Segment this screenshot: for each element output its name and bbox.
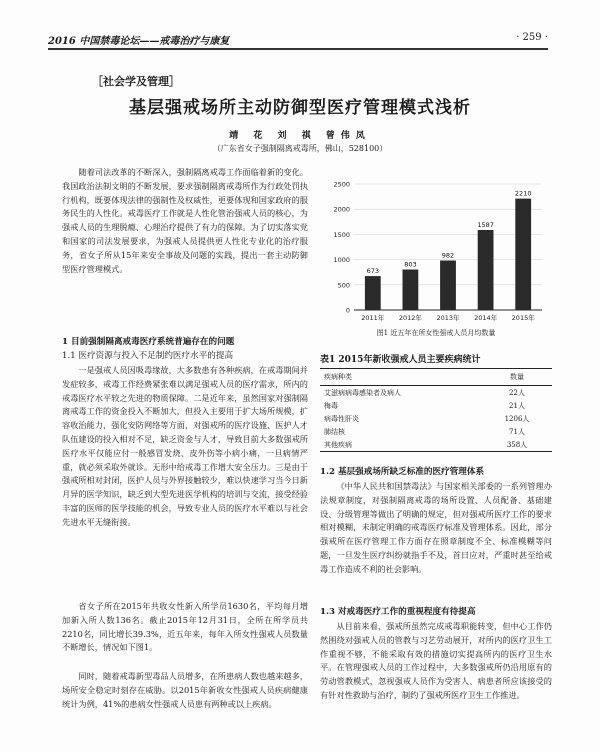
section-heading-1: 1 目前强制隔离戒毒医疗系统普遍存在的问题: [62, 337, 235, 347]
paragraph-5-text: 从目前来看，强戒所虽然完成戒毒职能转变，但中心工作仍然围绕对强戒人员的管教与习艺劳动展开，对所内的医疗卫生工作重视不够，不能采取有效的措施切实提高所内的医疗卫生水平。在管理强戒人员的工作过程中，大多数强戒所仍沿用原有的劳动管教模式，忽视强戒人员作为受害人、病患者所应该接受的有针对性救助与治疗，制约了强戒所医疗卫生工作推进。: [320, 621, 552, 700]
page-number: · 259 ·: [516, 32, 548, 43]
authors: 靖 花 刘 祺 曾伟凤: [229, 131, 371, 141]
table-cell-count: 1206人: [504, 414, 530, 423]
table-row: [320, 438, 552, 452]
x-tick-label: 2013年: [436, 314, 460, 322]
paragraph-3-text: 同时，随着戒毒新型毒品人员增多，在所患病人数也越来越多，场所安全稳定时刻存在威胁。以2015年新收女性强戒人员疾病健康统计为例，41%的患病女性强戒人员患有两种或以上疾病。: [62, 671, 308, 709]
disease-table: [320, 368, 552, 452]
x-tick-label: 2015年: [511, 314, 535, 322]
running-head: [48, 32, 548, 48]
table-cell-disease: 肺结核: [324, 427, 345, 436]
table-cell-count: 71人: [509, 427, 525, 436]
intro-text: 随着司法改革的不断深入，强制隔离戒毒工作面临着新的变化。我国政治法制文明的不断发展，要求强制隔离戒毒所作为行政处罚执行机构，既要体现法律的强制性及权威性，更要体现和国家政府的服务民生的人性化。戒毒医疗工作就是人性化管治强戒人员的核心，为强戒人员的生理脱瘾、心理治疗提供了有力的保障。为了切实落实党和国家的司法发展要求，为强戒人员提供更人性化专业化的治疗服务，省女子所从15年来安全事故及问题的实践，提出一套主动防御型医疗管理模式。: [62, 167, 308, 274]
body-paragraph-3: [62, 670, 308, 711]
article-title: 基层强戒场所主动防御型医疗管理模式浅析: [129, 98, 471, 118]
table-cell-disease: 病毒性肝炎: [324, 414, 359, 423]
table-title: 表1 2015年新收强戒人员主要疾病统计: [320, 355, 481, 365]
y-tick-label: 0: [345, 306, 350, 315]
table-cell-count: 358人: [482, 438, 552, 452]
table-row: [320, 386, 552, 400]
bar: [365, 276, 381, 310]
affiliation: （广东省女子强制隔离戒毒所，佛山，528100）: [212, 144, 388, 153]
paragraph-1-text: 一是强戒人员因吸毒缘故，大多数患有各种疾病，在戒毒期间并发症较多，戒毒工作经费紧张难以满足强戒人员的医疗需求，所内的戒毒医疗水平较之先进的物质保障。二是近年来，虽然国家对强制隔离戒毒工作的资金投入不断加大，但投入主要用于扩大场所规模，扩容收治能力，强化安防网络等方面，对强戒所的医疗设施、医护人才队伍建设的投入相对不足，缺乏资金与人才，导致目前大多数强戒所医疗水平仅能应付一般感冒发烧、皮外伤等小病小痛，一旦病情严重，就必须采取外就诊。无形中给戒毒工作增大安全压力。三是由于强戒所相对封闭，医护人员与外界接触较少，难以快速学习当今日新月异的医学知识，缺乏到大型先进医学机构的培训与交流，接受经验丰富的医师的医学技能的机会，导致专业人员的医疗水平难以与社会先进水平无缝衔接。: [62, 365, 308, 527]
table-row: [320, 412, 552, 425]
body-paragraph-2: [62, 600, 308, 655]
bar: [403, 270, 419, 310]
table-cell-disease: 艾滋病病毒感染者及病人: [324, 388, 401, 397]
subsection-heading-1-2: 1.2 基层强戒场所缺乏标准的医疗管理体系: [320, 467, 485, 477]
journal-title: 2016 中国禁毒论坛——戒毒治疗与康复: [48, 36, 230, 47]
y-tick-label: 500: [337, 281, 350, 290]
body-paragraph-1: [62, 364, 308, 530]
chart-svg: [320, 170, 552, 330]
data-label: 1587: [477, 221, 494, 230]
table-row: [320, 399, 552, 412]
intro-paragraph: [62, 166, 308, 276]
x-tick-label: 2011年: [361, 314, 385, 322]
figure-caption: 图1 近五年在所女性强戒人员月均数量: [376, 329, 496, 337]
x-tick-label: 2014年: [474, 314, 498, 322]
paragraph-4-text: 《中华人民共和国禁毒法》与国家相关部委的一系列管理办法规章制度，对强制隔离戒毒的场所设置、人员配备、基础建设、分级管理等做出了明确的规定，但对强戒所医疗工作的要求相对模糊，未制定明确的戒毒医疗标准及管理体系。因此，部分强戒所在医疗管理工作方面存在照章制度不全、标准模糊等问题，一旦发生医疗纠纷就指手不及，首日应对，严重时甚至给戒毒工作造成不利的社会影响。: [320, 481, 552, 574]
y-tick-label: 2500: [333, 180, 350, 189]
bar: [478, 230, 494, 310]
table-header-disease: 疾病种类: [320, 369, 482, 386]
y-tick-label: 1000: [333, 256, 350, 265]
section-tag: ［社会学及管理］: [92, 75, 180, 88]
x-tick-label: 2012年: [398, 314, 422, 322]
paragraph-2-text: 省女子所在2015年共收女性新入所学员1630名，平均每月增加新入所人数136名。截止2015年12月31日，全所在所学员共2210名，同比增长39.3%，近五年来，每年入所女性强戒人员数量不断增长，情况如下图1。: [62, 601, 308, 653]
table-cell-count: 21人: [509, 401, 525, 410]
body-paragraph-4: [320, 480, 552, 577]
table-row: [320, 425, 552, 438]
y-tick-label: 1500: [333, 230, 350, 239]
data-label: 2210: [514, 189, 532, 198]
table-header-count: 数量: [482, 369, 552, 386]
bar: [515, 199, 531, 310]
data-label: 982: [441, 251, 455, 260]
header-rule: [48, 48, 548, 50]
body-paragraph-5: [320, 620, 552, 703]
table-cell-disease: 梅毒: [324, 401, 338, 410]
y-tick-label: 2000: [333, 205, 350, 214]
enrollment-bar-chart: [320, 170, 552, 340]
bar: [440, 261, 456, 310]
subsection-heading-1-3: 1.3 对戒毒医疗工作的重视程度有待提高: [320, 607, 476, 617]
data-label: 673: [366, 267, 380, 276]
table-cell-disease: 其他疾病: [320, 438, 482, 452]
subsection-heading-1-1: 1.1 医疗资源与投入不足制约医疗水平的提高: [62, 351, 234, 361]
table-cell-count: 22人: [509, 388, 525, 397]
data-label: 803: [404, 260, 417, 269]
table-header-row: [320, 369, 552, 386]
